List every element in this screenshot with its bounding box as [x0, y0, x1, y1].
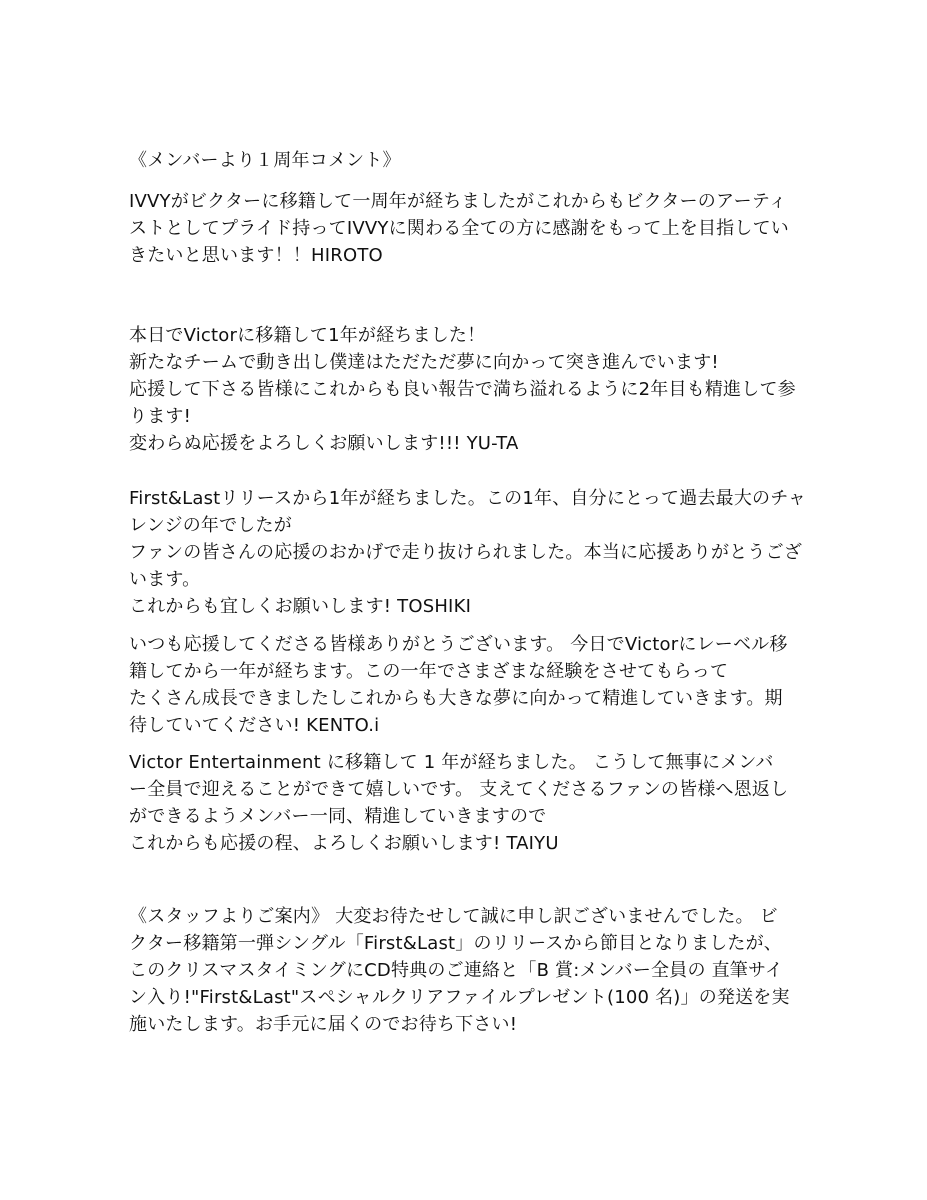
text-line: First&Lastリリースから1年が経ちました。この1年、自分にとって過去最大のチャ [129, 488, 807, 509]
comment-hiroto [129, 188, 809, 269]
text-line: ファンの皆さんの応援のおかげで走り抜けられました。本当に応援ありがとうござ [129, 542, 803, 563]
document-title [129, 147, 809, 174]
text-line: ストとしてプライド持ってIVVYに関わる全ての方に感謝をもって上を目指してい [129, 218, 789, 239]
text-line: 新たなチームで動き出し僕達はただただ夢に向かって突き進んでいます! [129, 352, 719, 373]
title-line: 《メンバーより１周年コメント》 [129, 150, 401, 171]
text-line: IVVYがビクターに移籍して一周年が経ちましたがこれからもビクターのアーティ [129, 191, 787, 212]
text-line: ー全員で迎えることができて嬉しいです。 支えてくださるファンの皆様へ恩返し [129, 779, 789, 800]
text-line: ができるようメンバー一同、精進していきますので [129, 806, 547, 827]
staff-notice [129, 903, 809, 1038]
text-line: クター移籍第一弾シングル「First&Last」のリリースから節目となりましたが、 [129, 933, 782, 954]
text-line: います。 [129, 569, 201, 590]
text-line: いつも応援してくださる皆様ありがとうございます。 今日でVictorにレーベル移 [129, 634, 788, 655]
text-line: レンジの年でしたが [129, 515, 292, 536]
text-line: ン入り!"First&Last"スペシャルクリアファイルプレゼント(100 名)」の発送を実 [129, 987, 790, 1008]
text-line: 応援して下さる皆様にこれからも良い報告で満ち溢れるように2年目も精進して参 [129, 379, 796, 400]
text-line: これからも宜しくお願いします! TOSHIKI [129, 596, 472, 617]
text-line: 待していてください! KENTO.i [129, 715, 380, 736]
text-line: ります! [129, 406, 192, 427]
comment-taiyu [129, 749, 809, 857]
comment-toshiki [129, 485, 809, 620]
text-line: たくさん成長できましたしこれからも大きな夢に向かって精進していきます。期 [129, 688, 783, 709]
text-line: このクリスマスタイミングにCD特典のご連絡と「B 賞:メンバー全員の 直筆サイ [129, 960, 784, 981]
text-line: これからも応援の程、よろしくお願いします! TAIYU [129, 833, 559, 854]
text-line: きたいと思います！！HIROTO [129, 245, 383, 266]
text-line: 変わらぬ応援をよろしくお願いします!!! YU-TA [129, 433, 519, 454]
text-line: 《スタッフよりご案内》 大変お待たせして誠に申し訳ございませんでした。 ビ [129, 906, 778, 927]
text-line: Victor Entertainment に移籍して 1 年が経ちました。 こうして無事にメンバ [129, 752, 774, 773]
text-line: 施いたします。お手元に届くのでお待ち下さい! [129, 1014, 518, 1035]
text-line: 本日でVictorに移籍して1年が経ちました！ [129, 325, 486, 346]
text-line: 籍してから一年が経ちます。この一年でさまざまな経験をさせてもらって [129, 661, 729, 682]
comment-yu-ta [129, 322, 809, 457]
comment-kento [129, 631, 809, 739]
